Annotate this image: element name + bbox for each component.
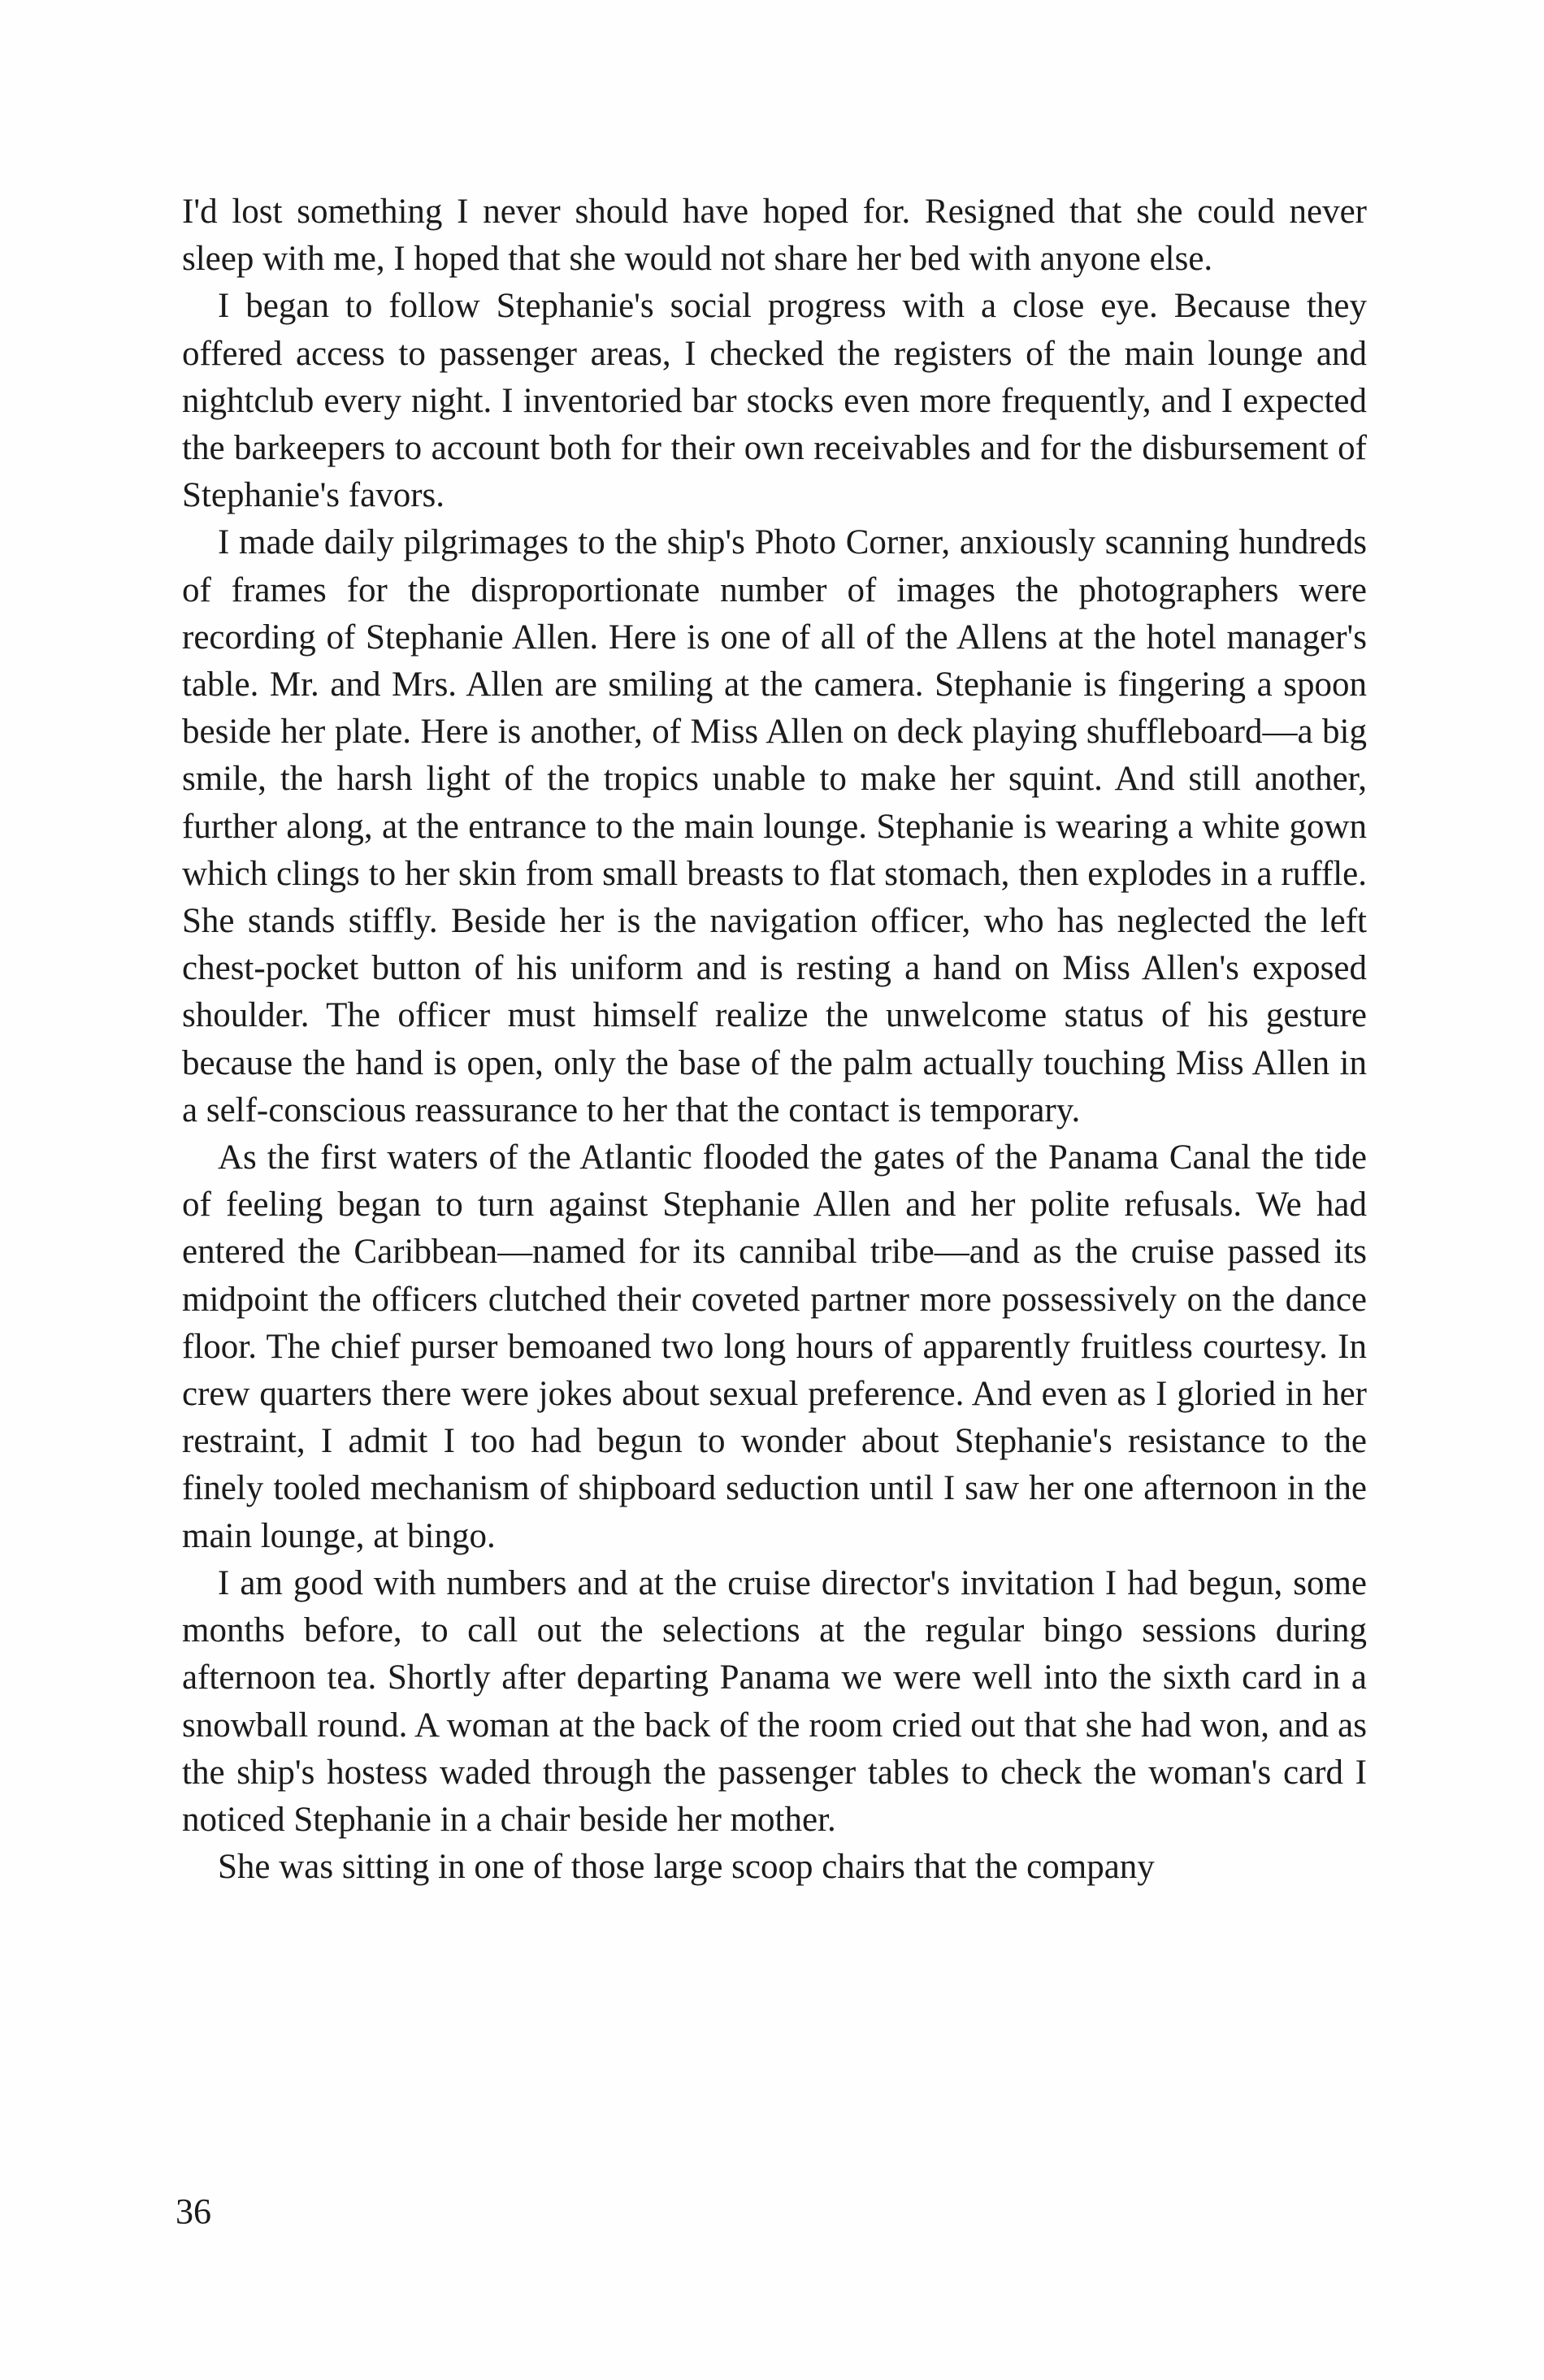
paragraph-3: I made daily pilgrimages to the ship's Photo Corner, anxiously scanning hundreds of frames for the disproportionate number of images the photographers were recording of Stephanie Allen. Here is one of all of the Allens at the hotel manager's table. Mr. and Mrs. Allen are smiling at the camera. Stephanie is fingering a spoon beside her plate. Here is another, of Miss Allen on deck playing shuffleboard—a big smile, the harsh light of the tropics unable to make her squint. And still another, further along, at the entrance to the main lounge. Stephanie is wearing a white gown which clings to her skin from small breasts to flat stomach, then explodes in a ruffle. She stands stiffly. Beside her is the navigation officer, who has neglected the left chest-pocket button of his uniform and is resting a hand on Miss Allen's exposed shoulder. The officer must himself realize the unwelcome status of his gesture because the hand is open, only the base of the palm actually touching Miss Allen in a self-conscious reassurance to her that the contact is temporary. [182, 523, 1367, 1129]
paragraph-6: She was sitting in one of those large scoop chairs that the company [218, 1848, 1155, 1887]
paragraph-5: I am good with numbers and at the cruise director's invitation I had begun, some months before, to call out the selections at the regular bingo sessions during afternoon tea. Shortly after departing Panama we were well into the sixth card in a snowball round. A woman at the back of the room cried out that she had won, and as the ship's hostess waded through the passenger tables to check the woman's card I noticed Stephanie in a chair beside her mother. [182, 1563, 1367, 1839]
paragraph-2: I began to follow Stephanie's social progress with a close eye. Because they offered access to passenger areas, I checked the registers of the main lounge and nightclub every night. I inventoried bar stocks even more frequently, and I expected the barkeepers to account both for their own receivables and for the disbursement of Stephanie's favors. [182, 287, 1367, 515]
paragraph-4: As the first waters of the Atlantic flooded the gates of the Panama Canal the tide of feeling began to turn against Stephanie Allen and her polite refusals. We had entered the Caribbean—named for its cannibal tribe—and as the cruise passed its midpoint the officers clutched their coveted partner more possessively on the dance floor. The chief purser bemoaned two long hours of apparently fruitless courtesy. In crew quarters there were jokes about sexual preference. And even as I gloried in her restraint, I admit I too had begun to wonder about Stephanie's resistance to the finely tooled mechanism of shipboard seduction until I saw her one afternoon in the main lounge, at bingo. [182, 1138, 1367, 1555]
body-text [182, 189, 1367, 1891]
paragraph-1: I'd lost something I never should have hoped for. Resigned that she could never sleep with me, I hoped that she would not share her bed with anyone else. [182, 193, 1367, 279]
page-number: 36 [176, 2191, 211, 2231]
